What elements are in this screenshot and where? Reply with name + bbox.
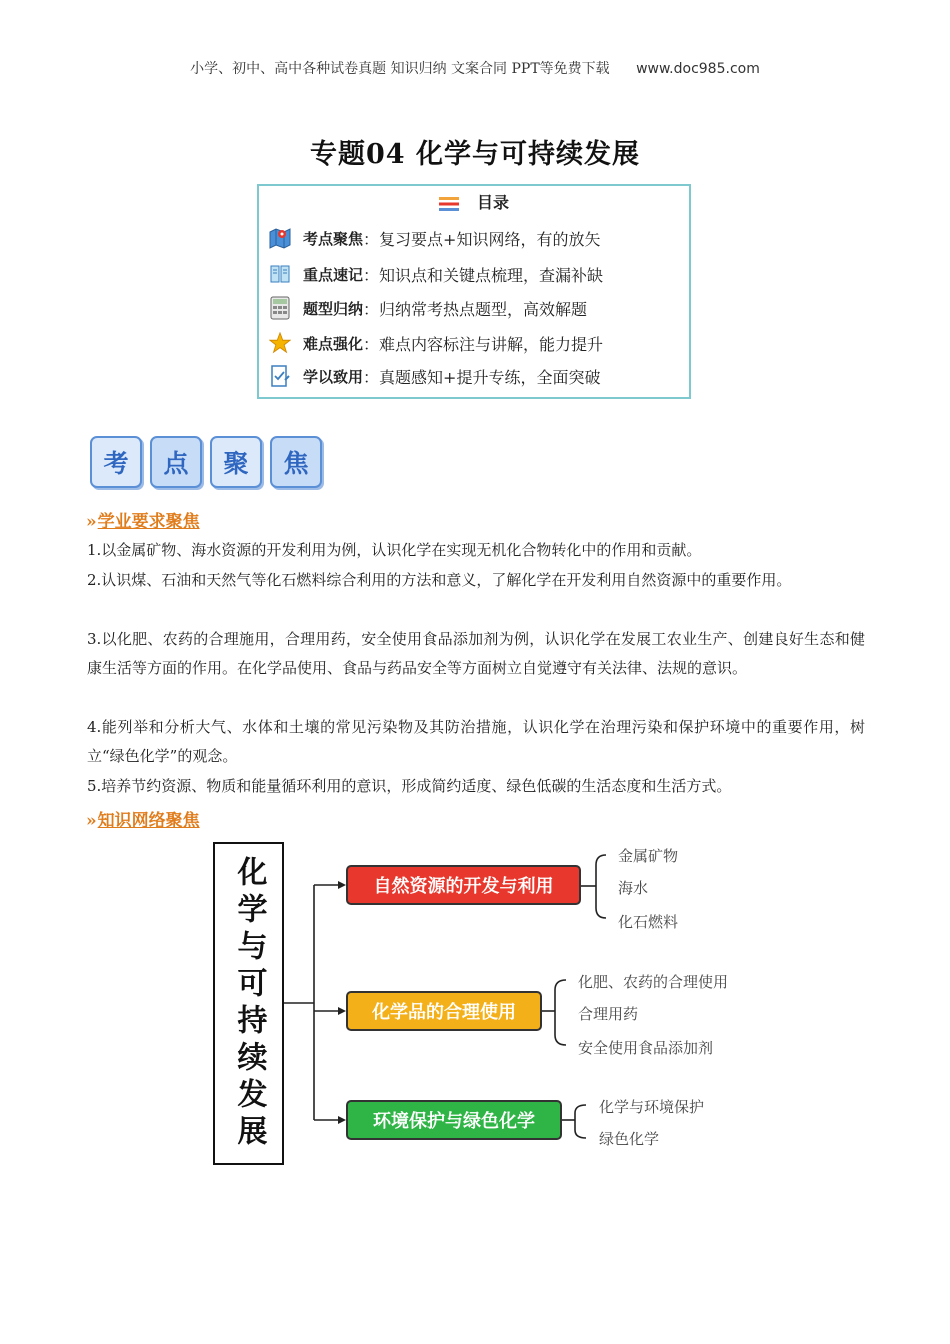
branch-label: 自然资源的开发与利用 (373, 876, 554, 897)
mindmap-leaf: 化肥、农药的合理使用 (578, 973, 729, 991)
toc-item-label: 考点聚焦 (303, 229, 364, 248)
section-heading-requirements (86, 507, 200, 532)
branch-label: 环境保护与绿色化学 (373, 1111, 535, 1132)
toc-item-2[interactable]: 重点速记 ： 知识点和关键点梳理，查漏补缺 (267, 260, 603, 288)
toc-item-desc: 归纳常考热点题型，高效解题 (379, 299, 588, 319)
toc-item-label: 重点速记 (303, 265, 364, 284)
star-icon (267, 331, 293, 355)
toc-item-3[interactable]: 题型归纳 ： 归纳常考热点题型，高效解题 (267, 294, 587, 322)
toc-item-4[interactable]: 难点强化 ： 难点内容标注与讲解，能力提升 (267, 329, 603, 357)
section-banner (90, 436, 322, 488)
toc-item-label: 题型归纳 (303, 299, 364, 318)
book-icon (267, 262, 293, 286)
mindmap-root (213, 842, 284, 1165)
requirement-item-2: 2.认识煤、石油和天然气等化石燃料综合利用的方法和意义，了解化学在开发利用自然资源中的重要作用。 (87, 571, 792, 589)
toc-item-desc: 复习要点+知识网络，有的放矢 (379, 229, 601, 249)
requirement-item-3: 3.以化肥、农药的合理施用，合理用药，安全使用食品添加剂为例，认识化学在发展工农业生产、创建良好生态和健康生活等方面的作用。在化学品使用、食品与药品安全等方面树立自觉遵守有关法律、法规的意识。 (87, 630, 865, 677)
toc-item-desc: 知识点和关键点梳理，查漏补缺 (379, 265, 604, 285)
mindmap-leaf: 金属矿物 (618, 847, 679, 865)
mindmap-branch-1 (346, 865, 581, 905)
list-icon (439, 197, 459, 211)
header-text: 小学、初中、高中各种试卷真题 知识归纳 文案合同 PPT等免费下载 (190, 61, 610, 77)
map-icon (267, 226, 293, 250)
toc-heading-text: 目录 (476, 193, 509, 212)
toc-item-desc: 真题感知+提升专练，全面突破 (379, 367, 601, 387)
page-header (0, 58, 950, 78)
toc-item-1[interactable]: 考点聚焦 ： 复习要点+知识网络，有的放矢 (267, 224, 600, 252)
mindmap-leaf: 化学与环境保护 (599, 1098, 705, 1116)
mindmap-branch-2 (346, 991, 542, 1031)
requirement-item-5: 5.培养节约资源、物质和能量循环利用的意识，形成简约适度、绿色低碳的生活态度和生活方式。 (87, 777, 732, 795)
branch-label: 化学品的合理使用 (372, 1002, 516, 1023)
toc-item-label: 难点强化 (303, 334, 364, 353)
toc-heading (259, 190, 689, 213)
page-title: 专题04 化学与可持续发展 (310, 139, 640, 170)
header-url[interactable]: www.doc985.com (636, 61, 760, 77)
mindmap-leaf: 绿色化学 (599, 1130, 660, 1148)
requirement-item-1: 1.以金属矿物、海水资源的开发利用为例，认识化学在实现无机化合物转化中的作用和贡献。 (87, 541, 702, 559)
banner-tile: 焦 (270, 436, 322, 488)
section-heading-network (86, 806, 200, 831)
checklist-icon (267, 364, 293, 388)
mindmap-branch-3 (346, 1100, 562, 1140)
double-chevron-icon: » (86, 512, 97, 532)
mindmap-leaf: 安全使用食品添加剂 (578, 1039, 714, 1057)
toc-item-5[interactable]: 学以致用 ： 真题感知+提升专练，全面突破 (267, 362, 600, 390)
mindmap-leaf: 化石燃料 (618, 913, 679, 931)
calculator-icon (267, 296, 293, 320)
section-title: 知识网络聚焦 (97, 811, 200, 831)
toc-item-label: 学以致用 (303, 367, 364, 386)
section-title: 学业要求聚焦 (97, 512, 200, 532)
mindmap-leaf: 海水 (618, 879, 649, 897)
mindmap-root-label: 化学与可持续发展 (231, 855, 267, 1152)
mindmap-leaf: 合理用药 (578, 1005, 639, 1023)
banner-tile: 聚 (210, 436, 262, 488)
banner-tile: 点 (150, 436, 202, 488)
double-chevron-icon: » (86, 811, 97, 831)
banner-tile: 考 (90, 436, 142, 488)
requirement-item-4: 4.能列举和分析大气、水体和土壤的常见污染物及其防治措施，认识化学在治理污染和保护环境中的重要作用，树立“绿色化学”的观念。 (87, 718, 865, 765)
toc-item-desc: 难点内容标注与讲解，能力提升 (379, 334, 604, 354)
table-of-contents (257, 184, 691, 399)
